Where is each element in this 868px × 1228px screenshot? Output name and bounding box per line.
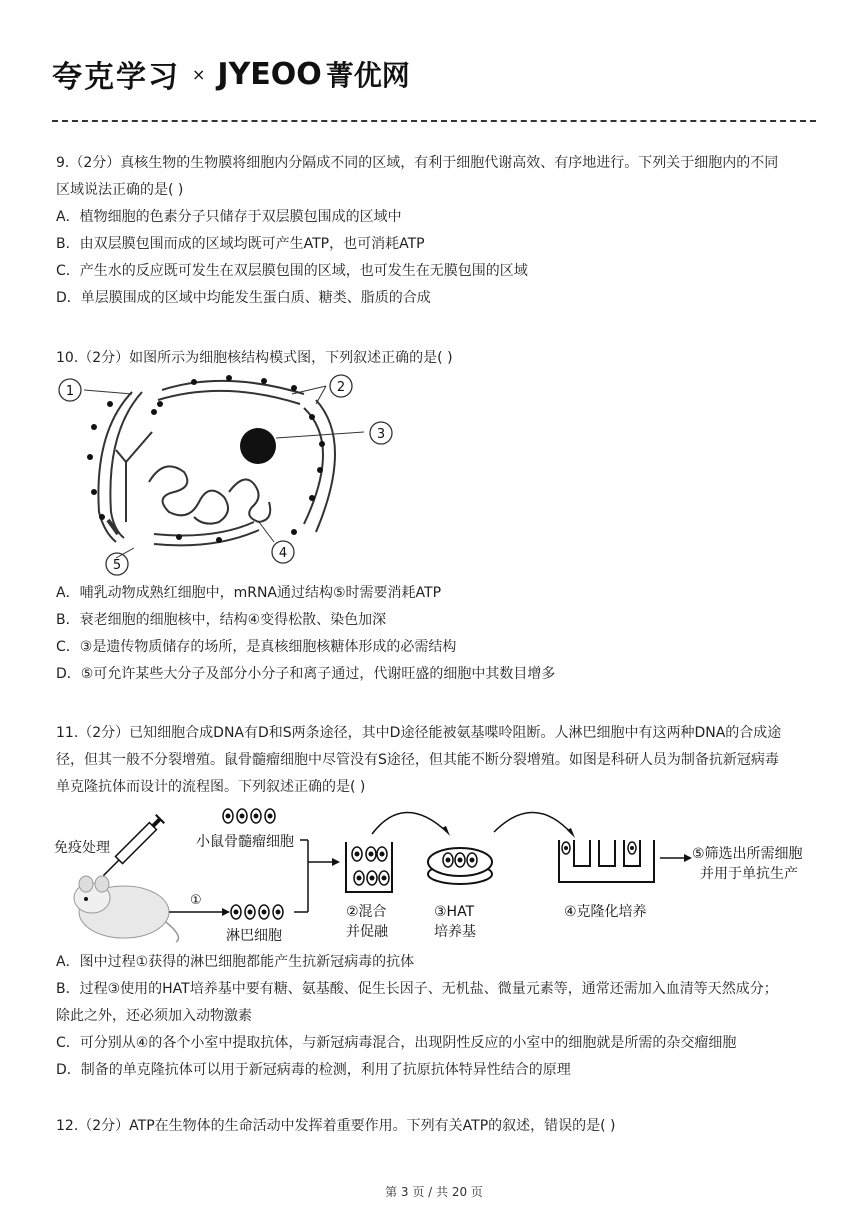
- mix-label-1: ②混合: [346, 904, 387, 920]
- immunize-label: 免疫处理: [54, 840, 110, 856]
- clone-culture-wells: [559, 840, 654, 882]
- nucleus-structure-figure: [54, 372, 404, 582]
- myeloma-label: 小鼠骨髓瘤细胞: [196, 834, 294, 850]
- svg-text:2: 2: [336, 380, 346, 395]
- mixing-tube: [346, 842, 392, 892]
- q11-option-c: C．可分别从④的各个小室中提取抗体，与新冠病毒混合，出现阴性反应的小室中的细胞就是所需的杂交瘤细胞: [56, 1035, 737, 1051]
- question-10-options: [56, 580, 816, 688]
- screen-label-1: ⑤筛选出所需细胞: [692, 846, 803, 862]
- step1-label: ①: [190, 893, 202, 908]
- q11-option-b-line1: B．过程③使用的HAT培养基中要有糖、氨基酸、促生长因子、无机盐、微量元素等，通常还需加入血清等天然成分；: [56, 981, 778, 997]
- q10-stem: 10.（2分）如图所示为细胞核结构模式图，下列叙述正确的是( ): [56, 350, 453, 366]
- question-9: [56, 150, 816, 312]
- logo-times: ×: [192, 64, 206, 84]
- q9-option-d: D．单层膜围成的区域中均能发生蛋白质、糖类、脂质的合成: [56, 290, 431, 306]
- chromatin: [149, 466, 228, 523]
- mix-label-2: 并促融: [346, 924, 388, 940]
- q11-option-b-line2: 除此之外，还必须加入动物激素: [56, 1008, 252, 1024]
- q9-option-a: A．植物细胞的色素分子只储存于双层膜包围成的区域中: [56, 209, 402, 225]
- hat-label-2: 培养基: [434, 924, 476, 940]
- logo-quark-text: 夸克学习: [52, 60, 180, 95]
- page-number: 第 3 页 / 共 20 页: [385, 1185, 483, 1199]
- q11-stem-line1: 11.（2分）已知细胞合成DNA有D和S两条途径，其中D途径能被氨基喋呤阻断。人淋巴细胞中有这两种DNA的合成途: [56, 725, 782, 741]
- svg-text:1: 1: [65, 384, 75, 399]
- q11-option-d: D．制备的单克隆抗体可以用于新冠病毒的检测，利用了抗原抗体特异性结合的原理: [56, 1062, 571, 1078]
- lymph-label: 淋巴细胞: [226, 928, 282, 944]
- svg-text:4: 4: [278, 546, 288, 561]
- hat-petri-dish: [428, 848, 492, 884]
- q9-option-c: C．产生水的反应既可发生在双层膜包围的区域，也可发生在无膜包围的区域: [56, 263, 528, 279]
- question-11-options: [56, 949, 816, 1084]
- mouse-icon: [74, 876, 178, 942]
- q9-stem-line1: 9.（2分）真核生物的生物膜将细胞内分隔成不同的区域，有利于细胞代谢高效、有序地进行。下列关于细胞内的不同: [56, 155, 779, 171]
- monoclonal-antibody-flowchart: [54, 802, 824, 947]
- q10-option-d: D．⑤可允许某些大分子及部分小分子和离子通过，代谢旺盛的细胞中其数目增多: [56, 666, 556, 682]
- logo-jyeoo-text: JYEOO: [217, 56, 322, 92]
- q9-stem-line2: 区域说法正确的是( ): [56, 182, 184, 198]
- q10-option-c: C．③是遗传物质储存的场所，是真核细胞核糖体形成的必需结构: [56, 639, 457, 655]
- question-11-stem: [56, 720, 816, 801]
- logo-jingyou-text: 菁优网: [325, 59, 410, 92]
- clone-label: ④克隆化培养: [564, 904, 647, 920]
- q10-option-a: A．哺乳动物成熟红细胞中，mRNA通过结构⑤时需要消耗ATP: [56, 585, 442, 601]
- site-logo: [52, 52, 410, 96]
- hat-label-1: ③HAT: [434, 904, 475, 920]
- q11-stem-line3: 单克隆抗体而设计的流程图。下列叙述正确的是( ): [56, 779, 366, 795]
- question-10-stem: [56, 345, 816, 372]
- q11-stem-line2: 径，但其一般不分裂增殖。鼠骨髓瘤细胞中尽管没有S途径，但其能不断分裂增殖。如图是科研人员为制备抗新冠病毒: [56, 752, 779, 768]
- lymph-cells: [231, 905, 283, 919]
- q11-option-a: A．图中过程①获得的淋巴细胞都能产生抗新冠病毒的抗体: [56, 954, 415, 970]
- screen-label-2: 并用于单抗生产: [700, 866, 798, 882]
- q10-option-b: B．衰老细胞的细胞核中，结构④变得松散、染色加深: [56, 612, 387, 628]
- svg-text:3: 3: [376, 427, 386, 442]
- q12-stem: 12.（2分）ATP在生物体的生命活动中发挥着重要作用。下列有关ATP的叙述，错误的是( ): [56, 1118, 616, 1134]
- svg-text:5: 5: [112, 558, 122, 573]
- myeloma-cells: [223, 809, 275, 823]
- question-12: [56, 1113, 816, 1140]
- header-divider: [52, 120, 816, 122]
- nucleolus: [240, 428, 276, 464]
- q9-option-b: B．由双层膜包围而成的区域均既可产生ATP，也可消耗ATP: [56, 236, 425, 252]
